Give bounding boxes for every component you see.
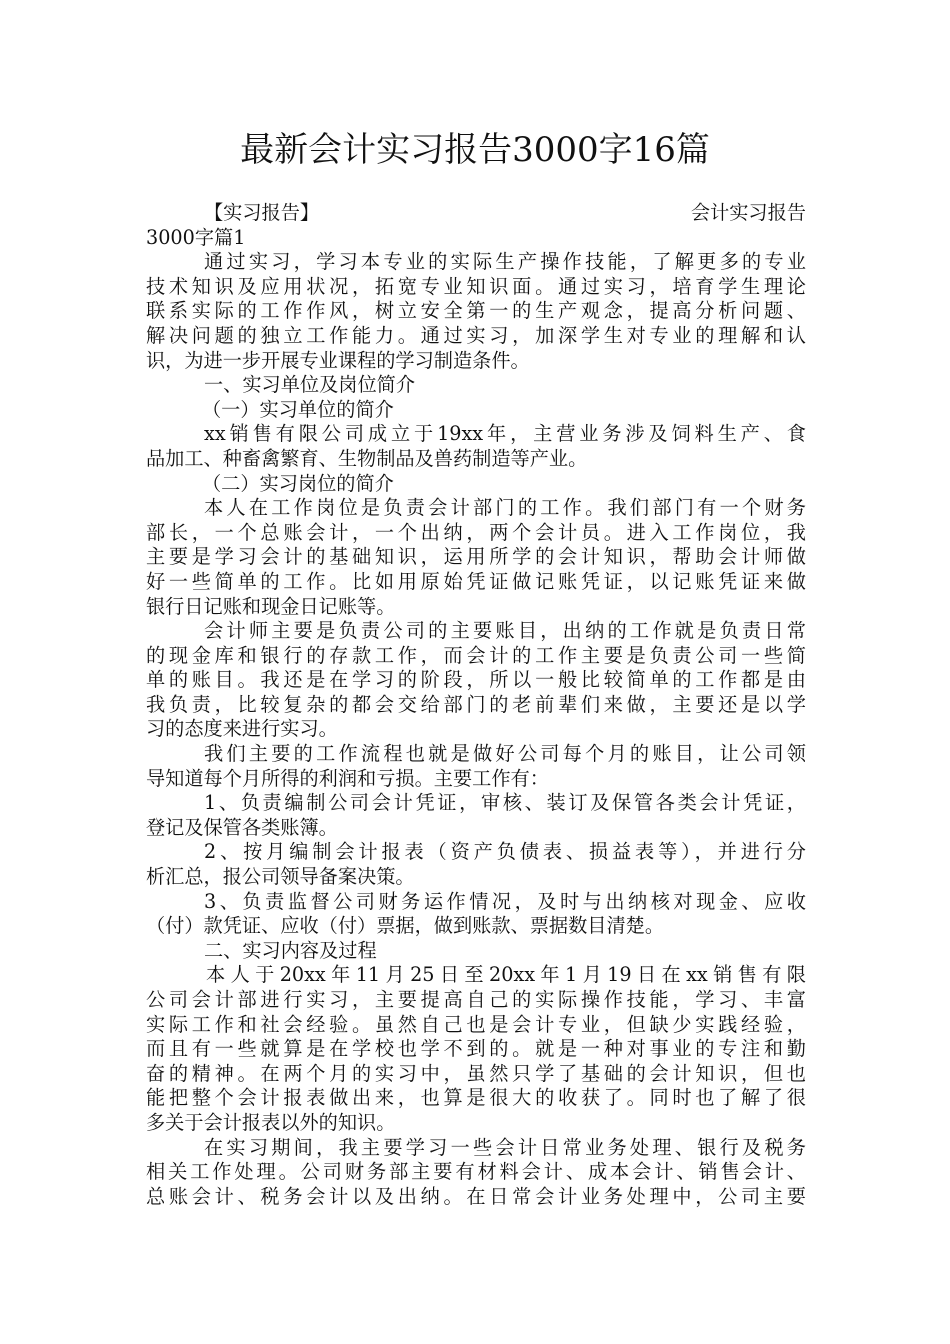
text-line: xx销售有限公司成立于19xx年，主营业务涉及饲料生产、食 <box>204 422 806 446</box>
report-heading-fragment: 会计实习报告 <box>690 201 806 224</box>
text-line: 析汇总，报公司领导备案决策。 <box>146 865 415 889</box>
text-line: 好一些简单的工作。比如用原始凭证做记账凭证，以记账凭证来做 <box>146 569 806 593</box>
text-line: 能把整个会计报表做出来，也算是很大的收获了。同时也了解了很 <box>146 1086 806 1110</box>
text-line: 而且有一些就算是在学校也学不到的。就是一种对事业的专注和勤 <box>146 1037 806 1061</box>
text-line: 在实习期间，我主要学习一些会计日常业务处理、银行及税务 <box>204 1135 806 1159</box>
text-line: 相关工作处理。公司财务部主要有材料会计、成本会计、销售会计、 <box>146 1160 806 1184</box>
text-line: 我负责，比较复杂的都会交给部门的老前辈们来做，主要还是以学 <box>146 692 806 716</box>
text-line: 品加工、种畜禽繁育、生物制品及兽药制造等产业。 <box>146 446 588 470</box>
text-line: 公司会计部进行实习，主要提高自己的实际操作技能，学习、丰富 <box>146 988 806 1011</box>
section-heading: 二、实习内容及过程 <box>204 938 377 962</box>
text-line: 我们主要的工作流程也就是做好公司每个月的账目，让公司领 <box>204 742 806 766</box>
text-line: 技术知识及应用状况，拓宽专业知识面。通过实习，培育学生理论 <box>146 274 806 298</box>
text-line: 3000字篇1 <box>146 225 246 249</box>
text-line: 多关于会计报表以外的知识。 <box>146 1110 396 1134</box>
text-line: 联系实际的工作作风，树立安全第一的生产观念，提高分析问题、 <box>146 299 806 323</box>
report-tag: 【实习报告】 <box>204 201 320 224</box>
text-line: 通过实习，学习本专业的实际生产操作技能，了解更多的专业 <box>204 250 806 274</box>
text-line: 习的态度来进行实习。 <box>146 717 338 741</box>
document-title: 最新会计实习报告3000字16篇 <box>240 130 710 170</box>
text-line: 的现金库和银行的存款工作，而会计的工作主要是负责公司一些简 <box>146 643 806 667</box>
text-line: 总账会计、税务会计以及出纳。在日常会计业务处理中，公司主要 <box>146 1184 806 1208</box>
text-line: 本人于20xx年11月25日至20xx年1月19日在xx销售有限 <box>206 963 806 987</box>
list-item: 2、按月编制会计报表（资产负债表、损益表等），并进行分 <box>204 840 806 864</box>
list-item: 1、负责编制公司会计凭证，审核、装订及保管各类会计凭证， <box>204 791 806 815</box>
subsection-heading: （一）实习单位的简介 <box>202 397 394 421</box>
section-heading: 一、实习单位及岗位简介 <box>204 373 416 397</box>
text-line: 本人在工作岗位是负责会计部门的工作。我们部门有一个财务 <box>204 496 806 520</box>
text-line: 实际工作和社会经验。虽然自己也是会计专业，但缺少实践经验， <box>146 1012 806 1036</box>
text-line: 单的账目。我还是在学习的阶段，所以一般比较简单的工作都是由 <box>146 668 806 692</box>
text-line: 主要是学习会计的基础知识，运用所学的会计知识，帮助会计师做 <box>146 545 806 569</box>
text-line: 银行日记账和现金日记账等。 <box>146 594 396 618</box>
text-line: 奋的精神。在两个月的实习中，虽然只学了基础的会计知识，但也 <box>146 1061 806 1085</box>
text-line: 导知道每个月所得的利润和亏损。主要工作有： <box>146 766 549 790</box>
section-header-row <box>146 201 806 226</box>
text-line: 解决问题的独立工作能力。通过实习，加深学生对专业的理解和认 <box>146 323 806 347</box>
list-item: 3、负责监督公司财务运作情况，及时与出纳核对现金、应收 <box>204 889 806 913</box>
text-line: 会计师主要是负责公司的主要账目，出纳的工作就是负责日常 <box>204 619 806 643</box>
text-line: 识，为进一步开展专业课程的学习制造条件。 <box>146 348 530 372</box>
subsection-heading: （二）实习岗位的简介 <box>202 471 394 495</box>
text-line: （付）款凭证、应收（付）票据，做到账款、票据数目清楚。 <box>146 914 665 938</box>
text-line: 部长，一个总账会计，一个出纳，两个会计员。进入工作岗位，我 <box>146 520 806 544</box>
document-body <box>146 201 806 1209</box>
text-line: 登记及保管各类账簿。 <box>146 815 338 839</box>
